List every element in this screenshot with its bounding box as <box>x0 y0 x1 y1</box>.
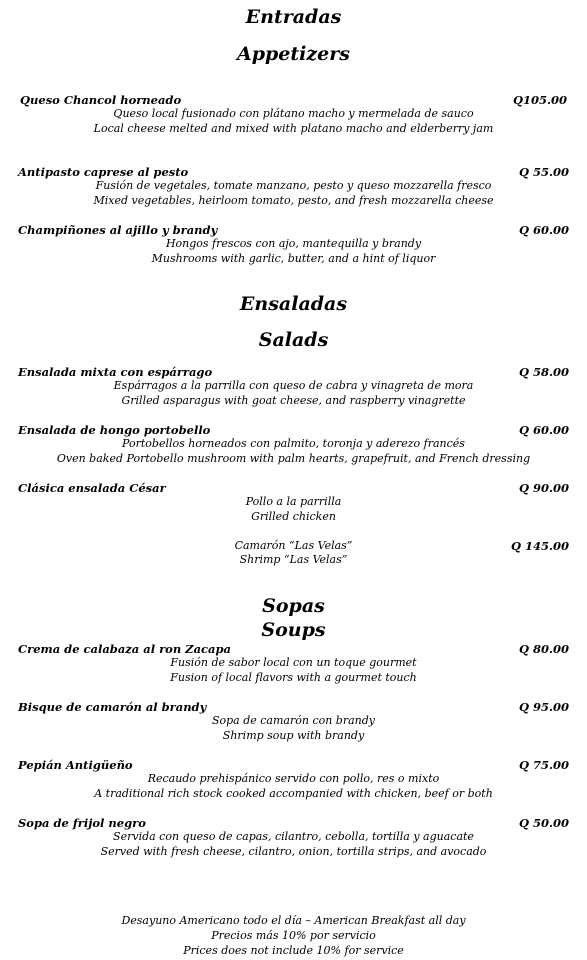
menu-item-desc-en: Mushrooms with garlic, butter, and a hint of liquor <box>151 252 436 265</box>
menu-item-desc-en: Mixed vegetables, heirloom tomato, pesto, and fresh mozzarella cheese <box>93 194 494 207</box>
caesar-shrimp-desc-en: Shrimp “Las Velas” <box>239 553 348 566</box>
menu-item-name: Champiñones al ajillo y brandy <box>18 223 218 237</box>
menu-item-desc-es: Pollo a la parrilla <box>245 495 342 508</box>
menu-item-name: Queso Chancol horneado <box>20 93 182 107</box>
menu-item-desc-es: Queso local fusionado con plátano macho y mermelada de sauco <box>113 107 474 120</box>
menu-item-name: Pepián Antigüeño <box>18 758 133 772</box>
menu-item-desc-en: A traditional rich stock cooked accompanied with chicken, beef or both <box>94 787 493 800</box>
footer-service-note-es: Precios más 10% por servicio <box>211 929 376 942</box>
caesar-shrimp-desc-es: Camarón “Las Velas” <box>234 539 353 552</box>
menu-item-desc-es: Espárragos a la parrilla con queso de cabra y vinagreta de mora <box>113 379 474 392</box>
section-title-appetizers-en: Appetizers <box>237 43 350 65</box>
menu-item-price: Q 95.00 <box>518 700 569 714</box>
menu-item-price: Q 58.00 <box>518 365 569 379</box>
menu-item-price: Q 80.00 <box>518 642 569 656</box>
menu-item-price: Q 50.00 <box>518 816 569 830</box>
menu-item-name: Ensalada de hongo portobello <box>18 423 211 437</box>
section-title-salads-es: Ensaladas <box>239 293 348 315</box>
menu-item-name: Antipasto caprese al pesto <box>18 165 189 179</box>
menu-item-price: Q 60.00 <box>518 423 569 437</box>
menu-item-desc-es: Sopa de camarón con brandy <box>211 714 376 727</box>
menu-item-desc-en: Grilled chicken <box>251 510 336 523</box>
menu-item-desc-en: Grilled asparagus with goat cheese, and raspberry vinagrette <box>121 394 466 407</box>
menu-item-desc-es: Fusión de vegetales, tomate manzano, pesto y queso mozzarella fresco <box>95 179 492 192</box>
menu-item-price: Q105.00 <box>512 93 567 107</box>
menu-item-desc-en: Local cheese melted and mixed with platano macho and elderberry jam <box>93 122 494 135</box>
menu-item-desc-en: Fusion of local flavors with a gourmet touch <box>170 671 417 684</box>
footer-service-note-en: Prices does not include 10% for service <box>183 944 404 957</box>
menu-item-desc-es: Portobellos horneados con palmito, toronja y aderezo francés <box>122 437 465 450</box>
menu-item-price: Q 55.00 <box>518 165 569 179</box>
menu-item-desc-es: Hongos frescos con ajo, mantequilla y brandy <box>165 237 422 250</box>
menu-item-desc-es: Fusión de sabor local con un toque gourmet <box>170 656 417 669</box>
footer-breakfast-note: Desayuno Americano todo el día – American Breakfast all day <box>121 914 466 927</box>
menu-item-desc-en: Oven baked Portobello mushroom with palm hearts, grapefruit, and French dressing <box>56 452 531 465</box>
section-title-soups-es: Sopas <box>262 595 325 617</box>
section-title-appetizers-es: Entradas <box>245 6 342 28</box>
section-title-salads-en: Salads <box>258 329 329 351</box>
menu-item-price: Q 75.00 <box>518 758 569 772</box>
caesar-shrimp-price: Q 145.00 <box>510 539 569 553</box>
menu-item-desc-en: Shrimp soup with brandy <box>222 729 365 742</box>
menu-item-price: Q 90.00 <box>518 481 569 495</box>
menu-item-name: Sopa de frijol negro <box>18 816 146 830</box>
menu-item-name: Clásica ensalada César <box>18 481 166 495</box>
menu-item-desc-en: Served with fresh cheese, cilantro, onion, tortilla strips, and avocado <box>100 845 487 858</box>
menu-item-name: Bisque de camarón al brandy <box>18 700 207 714</box>
menu-item-name: Ensalada mixta con espárrago <box>18 365 213 379</box>
menu-item-name: Crema de calabaza al ron Zacapa <box>18 642 231 656</box>
menu-item-desc-es: Recaudo prehispánico servido con pollo, res o mixto <box>147 772 440 785</box>
menu-item-desc-es: Servida con queso de capas, cilantro, cebolla, tortilla y aguacate <box>113 830 474 843</box>
section-title-soups-en: Soups <box>261 619 326 641</box>
menu-item-price: Q 60.00 <box>518 223 569 237</box>
